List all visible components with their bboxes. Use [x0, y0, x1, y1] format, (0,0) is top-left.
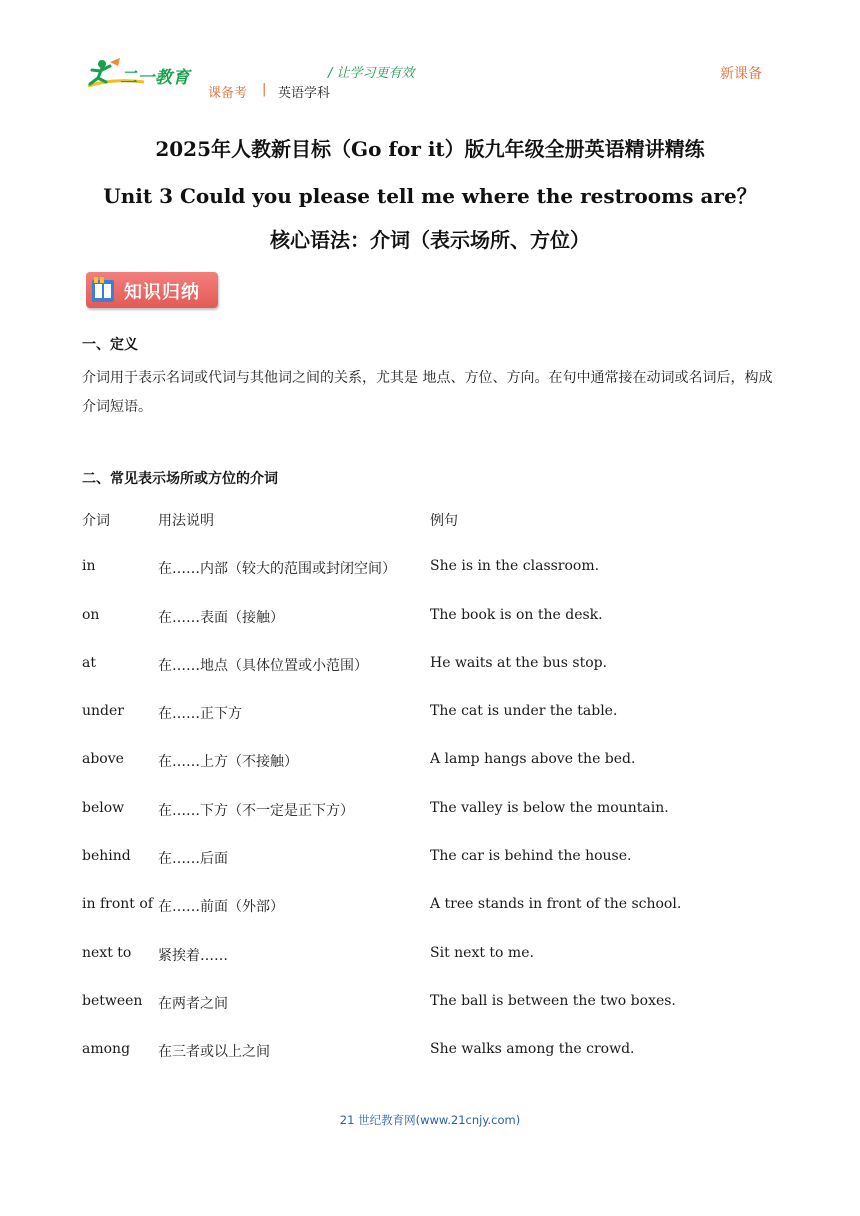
usage-cell: 紧挨着……: [158, 947, 228, 964]
example-cell: The valley is below the mountain.: [430, 799, 669, 816]
column-header-preposition: 介词: [82, 513, 110, 529]
usage-cell: 在……内部（较大的范围或封闭空间）: [158, 561, 396, 578]
table-row: [82, 556, 782, 604]
section-prepositions-heading: 二、常见表示场所或方位的介词: [82, 471, 278, 487]
table-row: [82, 749, 782, 797]
table-header-row: [82, 508, 782, 556]
table-row: [82, 846, 782, 894]
usage-cell: 在三者或以上之间: [158, 1044, 270, 1061]
logo-text: 二一教育: [120, 68, 190, 88]
page-header: [0, 0, 860, 110]
definition-paragraph: 介词用于表示名词或代词与其他词之间的关系，尤其是 地点、方位、方向。在句中通常接在动词或名词后，构成介词短语。: [82, 370, 773, 415]
unit-title: Unit 3 Could you please tell me where the restrooms are？: [103, 184, 757, 208]
usage-cell: 在……地点（具体位置或小范围）: [158, 657, 368, 674]
preposition-cell: in: [82, 558, 96, 575]
section-definition-heading: 一、定义: [82, 337, 138, 353]
example-cell: The cat is under the table.: [430, 703, 618, 720]
table-row: [82, 653, 782, 701]
example-cell: Sit next to me.: [430, 944, 534, 961]
preposition-cell: below: [82, 799, 125, 816]
preposition-cell: in front of: [82, 896, 153, 913]
usage-cell: 在……表面（接触）: [158, 609, 284, 626]
preposition-cell: next to: [82, 944, 132, 961]
preposition-cell: on: [82, 606, 100, 623]
usage-cell: 在……下方（不一定是正下方）: [158, 802, 354, 819]
usage-cell: 在两者之间: [158, 995, 228, 1012]
example-cell: The ball is between the two boxes.: [430, 992, 676, 1009]
preposition-cell: among: [82, 1041, 131, 1058]
example-cell: A tree stands in front of the school.: [430, 896, 682, 913]
book-icon: [90, 276, 116, 304]
usage-cell: 在……后面: [158, 851, 228, 868]
example-cell: The car is behind the house.: [430, 848, 632, 865]
column-header-usage: 用法说明: [158, 513, 214, 529]
header-slogan: / 让学习更有效: [328, 66, 415, 81]
table-row: [82, 991, 782, 1039]
table-row: [82, 1039, 782, 1087]
preposition-cell: between: [82, 992, 143, 1009]
preposition-cell: under: [82, 703, 124, 720]
example-cell: She walks among the crowd.: [430, 1041, 635, 1058]
table-row: [82, 894, 782, 942]
knowledge-summary-badge: [86, 272, 218, 308]
badge-label: 知识归纳: [124, 282, 200, 303]
header-subject: 英语学科: [278, 86, 331, 101]
table-row: [82, 943, 782, 991]
example-cell: The book is on the desk.: [430, 606, 603, 623]
page-footer[interactable]: 21 世纪教育网(www.21cnjy.com): [339, 1113, 521, 1127]
table-row: [82, 605, 782, 653]
table-row: [82, 701, 782, 749]
usage-cell: 在……正下方: [158, 706, 242, 723]
document-title: 2025年人教新目标（Go for it）版九年级全册英语精讲精练: [155, 137, 705, 161]
example-cell: A lamp hangs above the bed.: [430, 751, 636, 768]
example-cell: She is in the classroom.: [430, 558, 600, 575]
column-header-example: 例句: [430, 513, 458, 529]
prepositions-table: [82, 508, 782, 1088]
header-tag-right: 新课备: [720, 66, 762, 82]
example-cell: He waits at the bus stop.: [430, 654, 608, 671]
preposition-cell: above: [82, 751, 124, 768]
usage-cell: 在……前面（外部）: [158, 899, 284, 916]
preposition-cell: behind: [82, 848, 131, 865]
preposition-cell: at: [82, 654, 96, 671]
header-separator: |: [262, 82, 267, 97]
table-row: [82, 798, 782, 846]
header-tag-left: 课备考: [208, 86, 248, 101]
usage-cell: 在……上方（不接触）: [158, 754, 298, 771]
grammar-title: 核心语法：介词（表示场所、方位）: [270, 228, 590, 252]
